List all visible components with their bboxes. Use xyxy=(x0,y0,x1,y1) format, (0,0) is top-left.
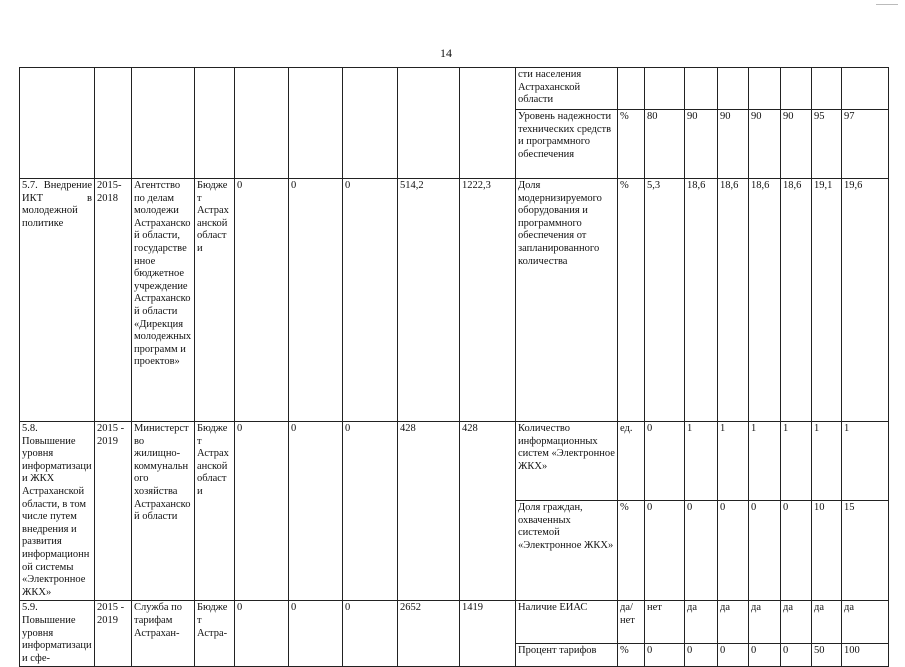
value-cell: 0 xyxy=(718,501,749,601)
funding-cell: 0 xyxy=(289,179,343,422)
period-cell: 2015-2018 xyxy=(95,179,132,422)
executor-cell xyxy=(132,68,195,179)
source-cell: Бюджет Астраханской области xyxy=(195,422,235,601)
value-cell: да xyxy=(812,601,842,643)
value-cell xyxy=(718,68,749,110)
source-cell: Бюджет Астраханской области xyxy=(195,179,235,422)
value-cell: нет xyxy=(645,601,685,643)
value-cell: 10 xyxy=(812,501,842,601)
executor-cell: Служба по тарифам Астрахан- xyxy=(132,601,195,667)
funding-cell xyxy=(235,68,289,179)
activity-cell: 5.8. Повышение уровня информатизации ЖКХ Астраханской области, в том числе путем внедрения и развития информационной системы «Электронное ЖКХ» xyxy=(20,422,95,601)
corner-scan-mark xyxy=(876,4,898,5)
unit-cell: ед. xyxy=(618,422,645,501)
indicator-name: Уровень надежности технических средств и программного обеспечения xyxy=(516,110,618,179)
value-cell: 1 xyxy=(781,422,812,501)
funding-cell: 514,2 xyxy=(398,179,460,422)
value-cell: 0 xyxy=(781,501,812,601)
value-cell: 5,3 xyxy=(645,179,685,422)
value-cell: 1 xyxy=(718,422,749,501)
value-cell: 97 xyxy=(842,110,889,179)
value-cell: 1 xyxy=(749,422,781,501)
value-cell: 50 xyxy=(812,643,842,667)
value-cell: 0 xyxy=(645,643,685,667)
funding-cell: 428 xyxy=(398,422,460,601)
value-cell xyxy=(812,68,842,110)
value-cell: 90 xyxy=(749,110,781,179)
page-number: 14 xyxy=(440,46,452,60)
funding-cell: 0 xyxy=(235,422,289,601)
activity-cell: 5.7. Внедрение ИКТ в молодежной политике xyxy=(20,179,95,422)
value-cell: да xyxy=(842,601,889,643)
funding-cell: 1419 xyxy=(460,601,516,667)
value-cell: 19,1 xyxy=(812,179,842,422)
value-cell xyxy=(781,68,812,110)
funding-cell: 2652 xyxy=(398,601,460,667)
value-cell: 1 xyxy=(842,422,889,501)
source-cell: Бюджет Астра- xyxy=(195,601,235,667)
value-cell xyxy=(645,68,685,110)
funding-cell xyxy=(460,68,516,179)
funding-cell xyxy=(398,68,460,179)
indicator-name: Доля граждан, охваченных системой «Электронное ЖКХ» xyxy=(516,501,618,601)
period-cell xyxy=(95,68,132,179)
source-cell xyxy=(195,68,235,179)
unit-cell: % xyxy=(618,179,645,422)
value-cell: 90 xyxy=(685,110,718,179)
funding-cell: 0 xyxy=(289,601,343,667)
indicator-name: Процент тарифов xyxy=(516,643,618,667)
unit-cell: % xyxy=(618,643,645,667)
value-cell: 80 xyxy=(645,110,685,179)
value-cell: 0 xyxy=(685,643,718,667)
unit-cell xyxy=(618,68,645,110)
value-cell: 90 xyxy=(781,110,812,179)
value-cell: да xyxy=(685,601,718,643)
indicator-name: Доля модернизируемого оборудования и программного обеспечения от запланированного количества xyxy=(516,179,618,422)
funding-cell xyxy=(289,68,343,179)
value-cell: 15 xyxy=(842,501,889,601)
value-cell: 0 xyxy=(718,643,749,667)
funding-cell xyxy=(343,68,398,179)
value-cell xyxy=(842,68,889,110)
value-cell: 0 xyxy=(749,643,781,667)
funding-cell: 1222,3 xyxy=(460,179,516,422)
value-cell: 0 xyxy=(645,501,685,601)
activity-cell xyxy=(20,68,95,179)
value-cell: 95 xyxy=(812,110,842,179)
unit-cell: да/ нет xyxy=(618,601,645,643)
table-row xyxy=(20,422,889,501)
value-cell: 0 xyxy=(685,501,718,601)
unit-cell: % xyxy=(618,501,645,601)
value-cell xyxy=(749,68,781,110)
value-cell: 1 xyxy=(685,422,718,501)
value-cell: да xyxy=(781,601,812,643)
value-cell: 19,6 xyxy=(842,179,889,422)
value-cell: 90 xyxy=(718,110,749,179)
value-cell: 18,6 xyxy=(718,179,749,422)
executor-cell: Министерство жилищно-коммунального хозяйства Астраханской области xyxy=(132,422,195,601)
value-cell xyxy=(685,68,718,110)
funding-cell: 0 xyxy=(343,601,398,667)
value-cell: 18,6 xyxy=(781,179,812,422)
value-cell: 18,6 xyxy=(749,179,781,422)
funding-cell: 428 xyxy=(460,422,516,601)
value-cell: 0 xyxy=(781,643,812,667)
period-cell: 2015 - 2019 xyxy=(95,422,132,601)
indicator-name: Наличие ЕИАС xyxy=(516,601,618,643)
funding-cell: 0 xyxy=(235,601,289,667)
unit-cell: % xyxy=(618,110,645,179)
funding-cell: 0 xyxy=(343,422,398,601)
activity-cell: 5.9. Повышение уровня информатизации сфе- xyxy=(20,601,95,667)
table-row xyxy=(20,601,889,643)
table-row xyxy=(20,68,889,110)
indicator-name: сти населения Астраханской области xyxy=(516,68,618,110)
indicator-name: Количество информационных систем «Электронное ЖКХ» xyxy=(516,422,618,501)
table-row xyxy=(20,179,889,422)
value-cell: 1 xyxy=(812,422,842,501)
funding-cell: 0 xyxy=(343,179,398,422)
value-cell: 0 xyxy=(749,501,781,601)
value-cell: 0 xyxy=(645,422,685,501)
value-cell: да xyxy=(749,601,781,643)
funding-cell: 0 xyxy=(289,422,343,601)
value-cell: 100 xyxy=(842,643,889,667)
program-activities-table xyxy=(19,67,889,667)
value-cell: да xyxy=(718,601,749,643)
period-cell: 2015 - 2019 xyxy=(95,601,132,667)
funding-cell: 0 xyxy=(235,179,289,422)
executor-cell: Агентство по делам молодежи Астраханской области, государственное бюджетное учреждение Астраханской области «Дирекция молодежных программ и проектов» xyxy=(132,179,195,422)
value-cell: 18,6 xyxy=(685,179,718,422)
